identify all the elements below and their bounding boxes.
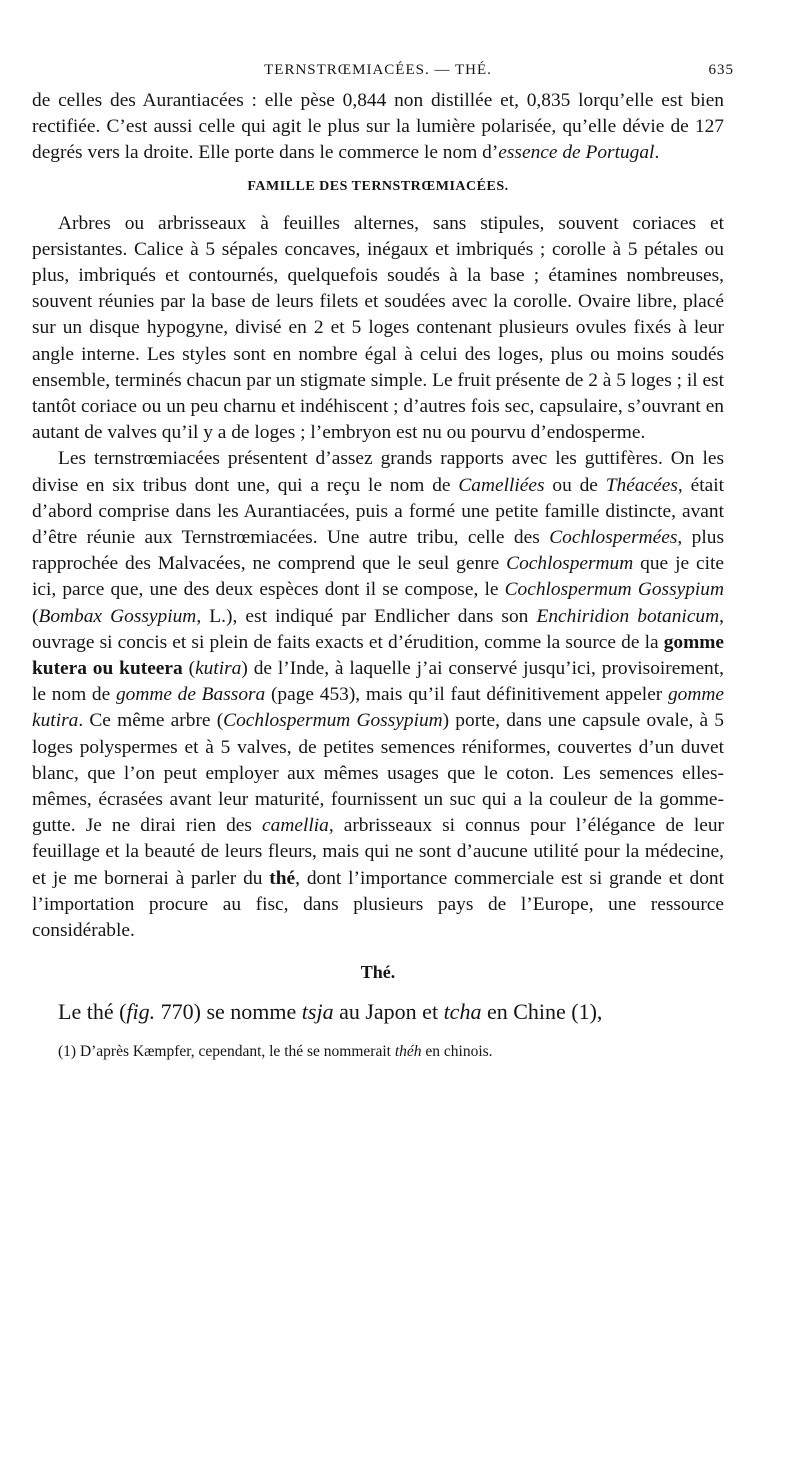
continuation-paragraph: de celles des Aurantiacées : elle pèse 0,844 non distillée et, 0,835 lorqu’elle est bien rectifiée. C’est aussi celle qui agit le plus sur la lumière polarisée, qu’elle dévie de 127 degrés vers la droite. Elle porte dans le commerce le nom d’essence de Portugal.	[32, 90, 724, 164]
section-heading: FAMILLE DES TERNSTRŒMIACÉES.	[247, 178, 509, 194]
book-page	[32, 62, 734, 1063]
tea-intro-line: Le thé (fig. 770) se nomme tsja au Japon et tcha en Chine (1),	[58, 999, 603, 1025]
footnote: (1) D’après Kæmpfer, cependant, le thé se nommerait théh en chinois.	[58, 1043, 493, 1061]
page-number: 635	[708, 62, 734, 78]
page-header	[32, 62, 734, 88]
subheading-the: Thé.	[360, 962, 396, 983]
family-description-paragraph: Arbres ou arbrisseaux à feuilles alternes, sans stipules, souvent coriaces et persistantes. Calice à 5 sépales concaves, inégaux et imbriqués ; corolle à 5 pétales ou plus, imbriqués et contournés, quelquefois soudés à la base ; étamines nombreuses, souvent réunies par la base de leurs filets et soudées avec la corolle. Ovaire libre, placé sur un disque hypogyne, divisé en 2 et 5 loges contenant plusieurs ovules fixés à leur angle interne. Les styles sont en nombre égal à celui des loges, plus ou moins soudés ensemble, terminés chacun par un stigmate simple. Le fruit présente de 2 à 5 loges ; il est tantôt coriace ou un peu charnu et indéhiscent ; d’autres fois sec, capsulaire, s’ouvrant en autant de valves qu’il y a de loges ; l’embryon est nu ou pourvu d’endosperme.	[32, 212, 724, 444]
tribes-paragraph: Les ternstrœmiacées présentent d’assez grands rapports avec les guttifères. On les divise en six tribus dont une, qui a reçu le nom de Camelliées ou de Théacées, était d’abord comprise dans les Aurantiacées, puis a formé une petite famille distincte, avant d’être réunie aux Ternstrœmiacées. Une autre tribu, celle des Cochlospermées, plus rapprochée des Malvacées, ne comprend que le seul genre Cochlospermum que je cite ici, parce que, une des deux espèces dont il se compose, le Cochlospermum Gossypium (Bombax Gossypium, L.), est indiqué par Endlicher dans son Enchiridion botanicum, ouvrage si concis et si plein de faits exacts et d’érudition, comme la source de la gomme kutera ou kuteera (kutira) de l’Inde, à laquelle j’ai conservé jusqu’ici, provisoirement, le nom de gomme de Bassora (page 453), mais qu’il faut définitivement appeler gomme kutira. Ce même arbre (Cochlospermum Gossypium) porte, dans une capsule ovale, à 5 loges polyspermes et à 5 valves, de petites semences réniformes, couvertes d’un duvet blanc, que l’on peut employer aux mêmes usages que le coton. Les semences elles-mêmes, écrasées avant leur maturité, fournissent un suc qui a la couleur de la gomme-gutte. Je ne dirai rien des camellia, arbrisseaux si connus pour l’élégance de leur feuillage et la beauté de leurs fleurs, mais qui ne sont d’aucune utilité pour la médecine, et je me bornerai à parler du thé, dont l’importance commerciale est si grande et dont l’importation procure au fisc, dans plusieurs pays de l’Europe, une ressource considérable.	[32, 448, 725, 942]
running-head: TERNSTRŒMIACÉES. — THÉ.	[264, 62, 492, 78]
